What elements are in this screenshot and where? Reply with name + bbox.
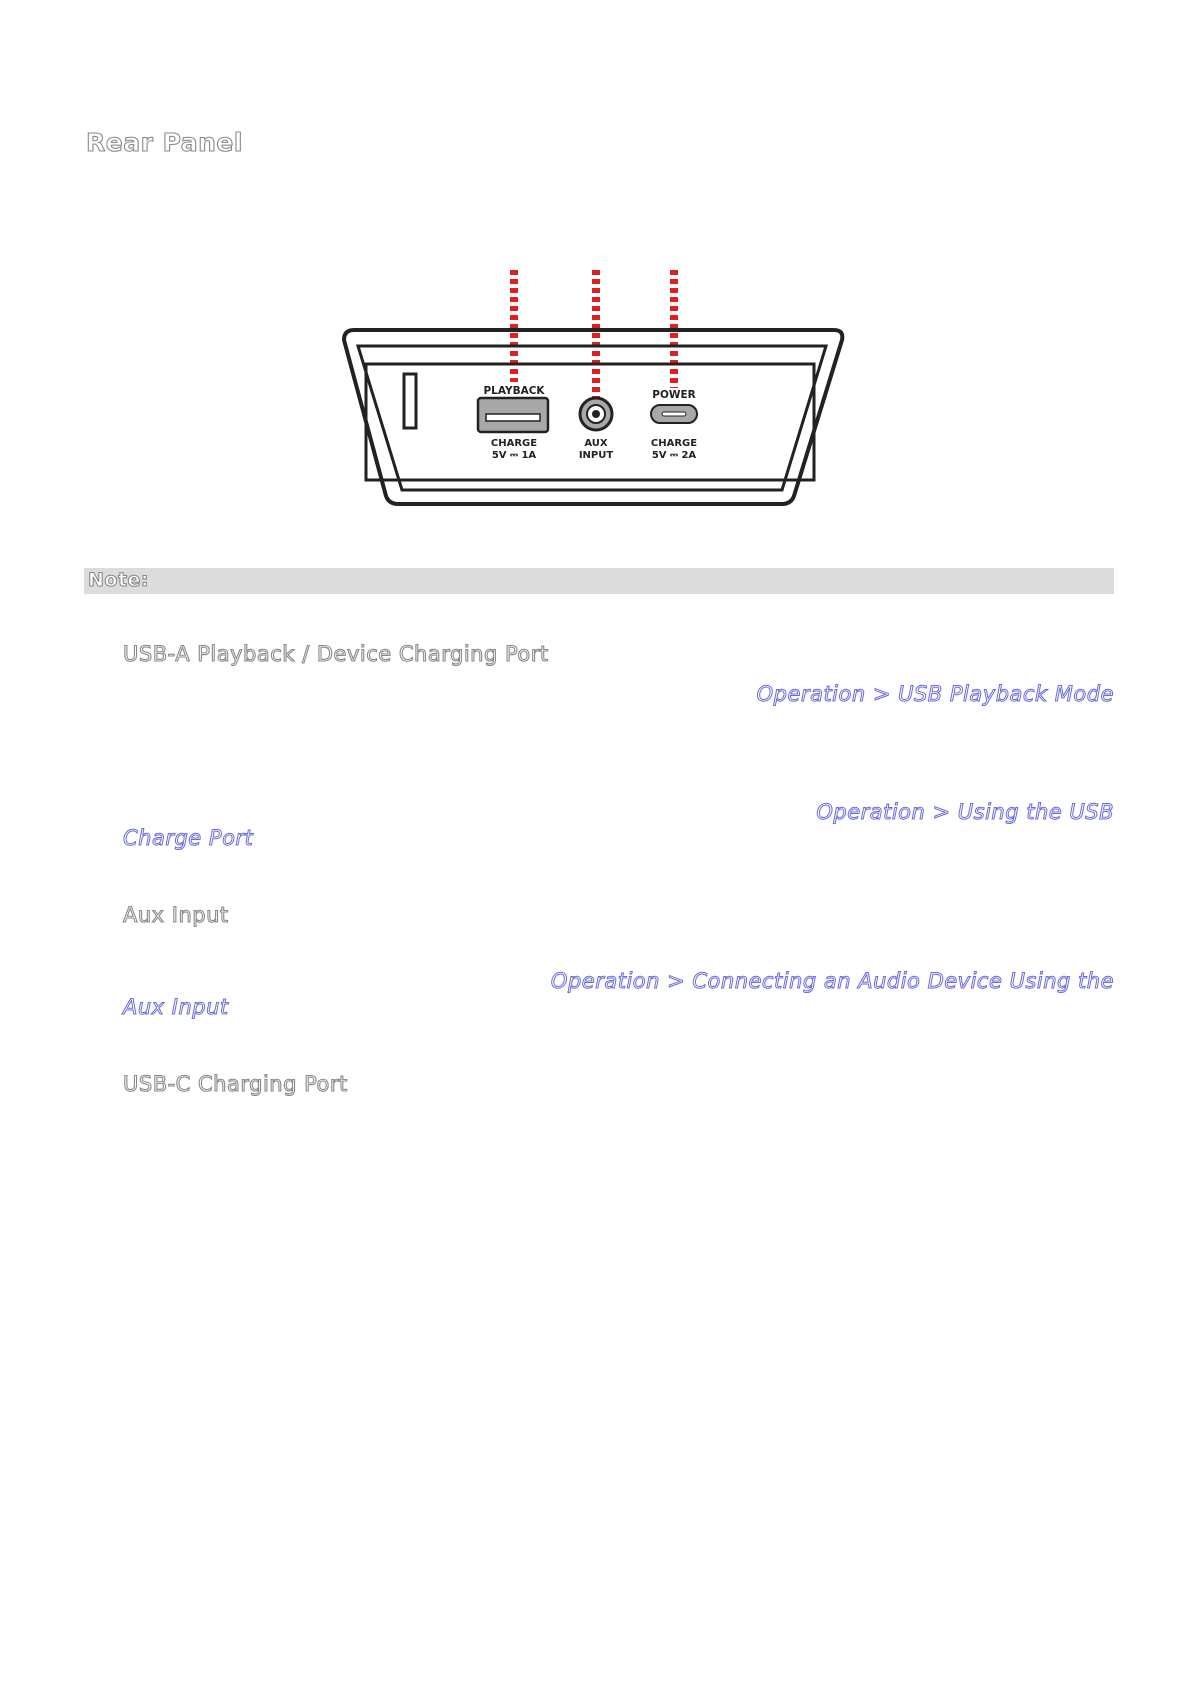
- link-aux-2[interactable]: Aux Input: [123, 995, 229, 1019]
- item-aux-title: Aux Input: [123, 903, 229, 927]
- link-usb-charge-2[interactable]: Charge Port: [123, 826, 254, 850]
- side-slot: [404, 374, 416, 428]
- item-usb-c-title: USB-C Charging Port: [123, 1072, 348, 1096]
- page-title: Rear Panel: [86, 128, 243, 157]
- note-label: Note:: [88, 569, 150, 591]
- label-charge-left: CHARGE: [490, 438, 538, 449]
- link-aux-1[interactable]: Operation > Connecting an Audio Device Using the: [550, 969, 1114, 993]
- link-usb-playback[interactable]: Operation > USB Playback Mode: [756, 682, 1114, 706]
- label-power: POWER: [652, 389, 696, 401]
- link-usb-charge-1[interactable]: Operation > Using the USB: [816, 800, 1114, 824]
- label-aux-top: AUX: [584, 438, 608, 449]
- rear-panel-diagram: [330, 268, 860, 512]
- note-bar: [84, 568, 1114, 594]
- rear-panel-illustration: [330, 268, 860, 508]
- label-rating-right: 5V ⎓ 2A: [651, 450, 697, 461]
- label-playback: PLAYBACK: [483, 385, 545, 397]
- label-aux-bottom: INPUT: [578, 450, 614, 461]
- item-usb-a-title: USB-A Playback / Device Charging Port: [123, 642, 549, 666]
- label-charge-right: CHARGE: [650, 438, 698, 449]
- label-rating-left: 5V ⎓ 1A: [491, 450, 537, 461]
